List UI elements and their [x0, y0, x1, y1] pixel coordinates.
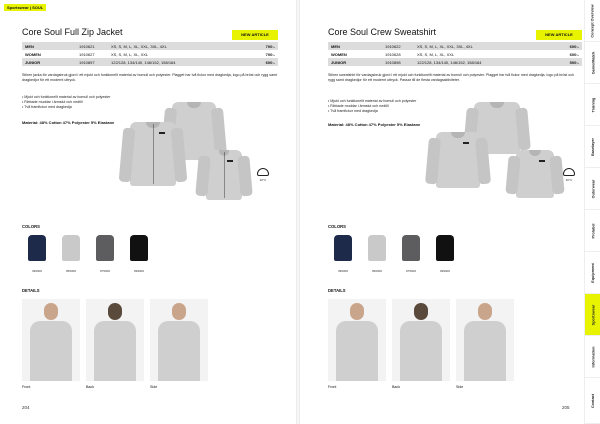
wash-care-icon [562, 168, 576, 182]
detail-side[interactable] [456, 299, 514, 391]
details-heading: DETAILS [22, 288, 40, 293]
size-list: 122/128, 134/140, 146/152, 158/164 [417, 59, 482, 65]
tab-information[interactable] [585, 336, 600, 378]
swatch-jacket-icon [28, 235, 46, 261]
tab-label: Concept Overview [591, 3, 596, 38]
tab-equipment[interactable] [585, 252, 600, 294]
right-page [300, 0, 584, 424]
detail-caption: Back [86, 385, 94, 389]
new-article-badge: NEW ARTICLE [232, 30, 278, 40]
article-code: 1910898 [385, 59, 401, 65]
detail-back[interactable] [392, 299, 450, 391]
detail-photo [86, 299, 144, 381]
color-swatch[interactable] [90, 233, 120, 273]
jacket-front-image [130, 122, 176, 186]
swatch-code: 396000 [337, 269, 348, 273]
article-code: 1910622 [385, 43, 401, 49]
swatch-sweatshirt-icon [334, 235, 352, 261]
size-list: XS, S, M, L, XL, XXL, 3XL, 4XL [417, 43, 473, 49]
detail-caption: Front [22, 385, 31, 389]
colors-heading: COLORS [22, 224, 40, 229]
page-number: 205 [562, 405, 570, 410]
detail-photo [328, 299, 386, 381]
sweatshirt-junior-image [516, 150, 554, 198]
swatch-code: 999000 [133, 269, 144, 273]
tab-baselayer[interactable] [585, 126, 600, 168]
tab-label: Information [591, 346, 596, 367]
tab-label: Baselayer [591, 137, 596, 156]
size-table [328, 42, 582, 66]
wash-care-label: 30°C [565, 178, 573, 182]
article-code: 1910628 [385, 51, 401, 57]
price: 600:- [569, 43, 579, 49]
tab-prolabel[interactable] [585, 210, 600, 252]
tab-label: Outerwear [591, 179, 595, 198]
size-row-label: WOMEN [25, 51, 41, 57]
swatch-code: 950000 [65, 269, 76, 273]
product-hero-image [436, 100, 566, 210]
size-row-label: MEN [331, 43, 340, 49]
swatch-jacket-icon [62, 235, 80, 261]
tab-label: Contact [590, 393, 595, 408]
product-description: Stilren sweatshirt för vardagsbruk gjord i ett mjukt och funktionellt material av bomull och polyester. Plagget har två fickor med dragkedja, logo på bröst och rygg samt dragkedjor för ett modernt uttryck. Passar till de flesta vardagsaktiviteter. [328, 73, 575, 82]
feature-item: • Ribbade muddar i ärmslut och nedtill [22, 100, 83, 104]
tab-contact[interactable] [585, 378, 600, 424]
price: 700:- [265, 43, 275, 49]
detail-front[interactable] [22, 299, 80, 391]
left-page [0, 0, 296, 424]
product-title: Core Soul Crew Sweatshirt [328, 27, 437, 37]
jacket-junior-image [206, 150, 242, 200]
article-code: 1910627 [79, 51, 95, 57]
tab-outerwear[interactable] [585, 168, 600, 210]
swatch-code: 975000 [99, 269, 110, 273]
size-list: XS, S, M, L, XL, XXL [111, 51, 149, 57]
tab-game-match[interactable] [585, 42, 600, 84]
product-hero-image [130, 100, 260, 210]
size-row-women [22, 50, 278, 58]
size-list: 122/128, 134/140, 146/152, 158/164 [111, 59, 176, 65]
detail-caption: Back [392, 385, 400, 389]
tab-sportswear[interactable] [585, 294, 600, 336]
size-row-women [328, 50, 582, 58]
color-swatch[interactable] [56, 233, 86, 273]
detail-side[interactable] [150, 299, 208, 391]
size-row-label: JUNIOR [331, 59, 347, 65]
size-row-men [22, 42, 278, 50]
article-code: 1910897 [79, 59, 95, 65]
price: 600:- [569, 51, 579, 57]
tab-label: Prolabel [590, 223, 595, 238]
size-row-men [328, 42, 582, 50]
product-description: Stilren jacka för vardagsbruk gjord i ett mjukt och funktionellt material av bomull och polyester. Plagget har två fickor med dragkedja, logo på bröst och rygg samt dragkedjor för ett modernt uttryck. [22, 73, 278, 82]
color-swatch[interactable] [362, 233, 392, 273]
swatch-jacket-icon [96, 235, 114, 261]
color-swatch[interactable] [328, 233, 358, 273]
swatch-code: 975000 [405, 269, 416, 273]
swatch-sweatshirt-icon [402, 235, 420, 261]
tab-label: Game/Match [591, 51, 596, 74]
product-title: Core Soul Full Zip Jacket [22, 27, 123, 37]
section-tabs [584, 0, 600, 424]
detail-photo [456, 299, 514, 381]
color-swatch[interactable] [124, 233, 154, 273]
swatch-sweatshirt-icon [436, 235, 454, 261]
color-swatch[interactable] [22, 233, 52, 273]
tab-label: Equipment [591, 262, 595, 283]
color-swatch[interactable] [396, 233, 426, 273]
swatch-code: 999000 [439, 269, 450, 273]
sweatshirt-front-image [436, 132, 480, 188]
swatch-jacket-icon [130, 235, 148, 261]
detail-photo [150, 299, 208, 381]
wash-care-label: 30°C [259, 178, 267, 182]
material-info: Material: 48% Cotton 47% Polyester 5% Elastane [22, 120, 115, 125]
tab-label: Training [591, 97, 595, 112]
price: 700:- [265, 51, 275, 57]
colors-heading: COLORS [328, 224, 346, 229]
size-row-junior [328, 58, 582, 66]
price: 600:- [265, 59, 275, 65]
feature-item: • Mjukt och funktionellt material av bomull och polyester [22, 95, 111, 99]
tab-label: Sportswear [591, 304, 595, 325]
color-swatch[interactable] [430, 233, 460, 273]
feature-item: • Mjukt och funktionellt material av bomull och polyester [328, 99, 417, 103]
article-code: 1910621 [79, 43, 95, 49]
detail-caption: Side [456, 385, 464, 389]
feature-item: • Två framfickor med dragkedja [328, 109, 378, 113]
detail-caption: Front [328, 385, 337, 389]
details-heading: DETAILS [328, 288, 346, 293]
detail-caption: Side [150, 385, 158, 389]
material-info: Material: 48% Cotton 47% Polyester 5% Elastane [328, 122, 421, 127]
tab-concept-overview[interactable] [585, 0, 600, 42]
size-list: XS, S, M, L, XL, XXL, 3XL, 4XL [111, 43, 167, 49]
swatch-code: 950000 [371, 269, 382, 273]
size-row-label: WOMEN [331, 51, 347, 57]
size-row-junior [22, 58, 278, 66]
size-table [22, 42, 278, 66]
wash-care-icon [256, 168, 270, 182]
tab-training[interactable] [585, 84, 600, 126]
detail-front[interactable] [328, 299, 386, 391]
swatch-sweatshirt-icon [368, 235, 386, 261]
price: 500:- [569, 59, 579, 65]
swatch-code: 396000 [31, 269, 42, 273]
size-row-label: JUNIOR [25, 59, 41, 65]
detail-photo [392, 299, 450, 381]
size-list: XS, S, M, L, XL, XXL [417, 51, 455, 57]
size-row-label: MEN [25, 43, 34, 49]
feature-item: • Två framfickor med dragkedja [22, 105, 72, 109]
page-number: 204 [22, 405, 30, 410]
detail-back[interactable] [86, 299, 144, 391]
feature-item: • Ribbade muddar i ärmslut och nedtill [328, 104, 389, 108]
breadcrumb: Sportswear | SOUL [4, 4, 46, 11]
new-article-badge: NEW ARTICLE [536, 30, 582, 40]
detail-photo [22, 299, 80, 381]
